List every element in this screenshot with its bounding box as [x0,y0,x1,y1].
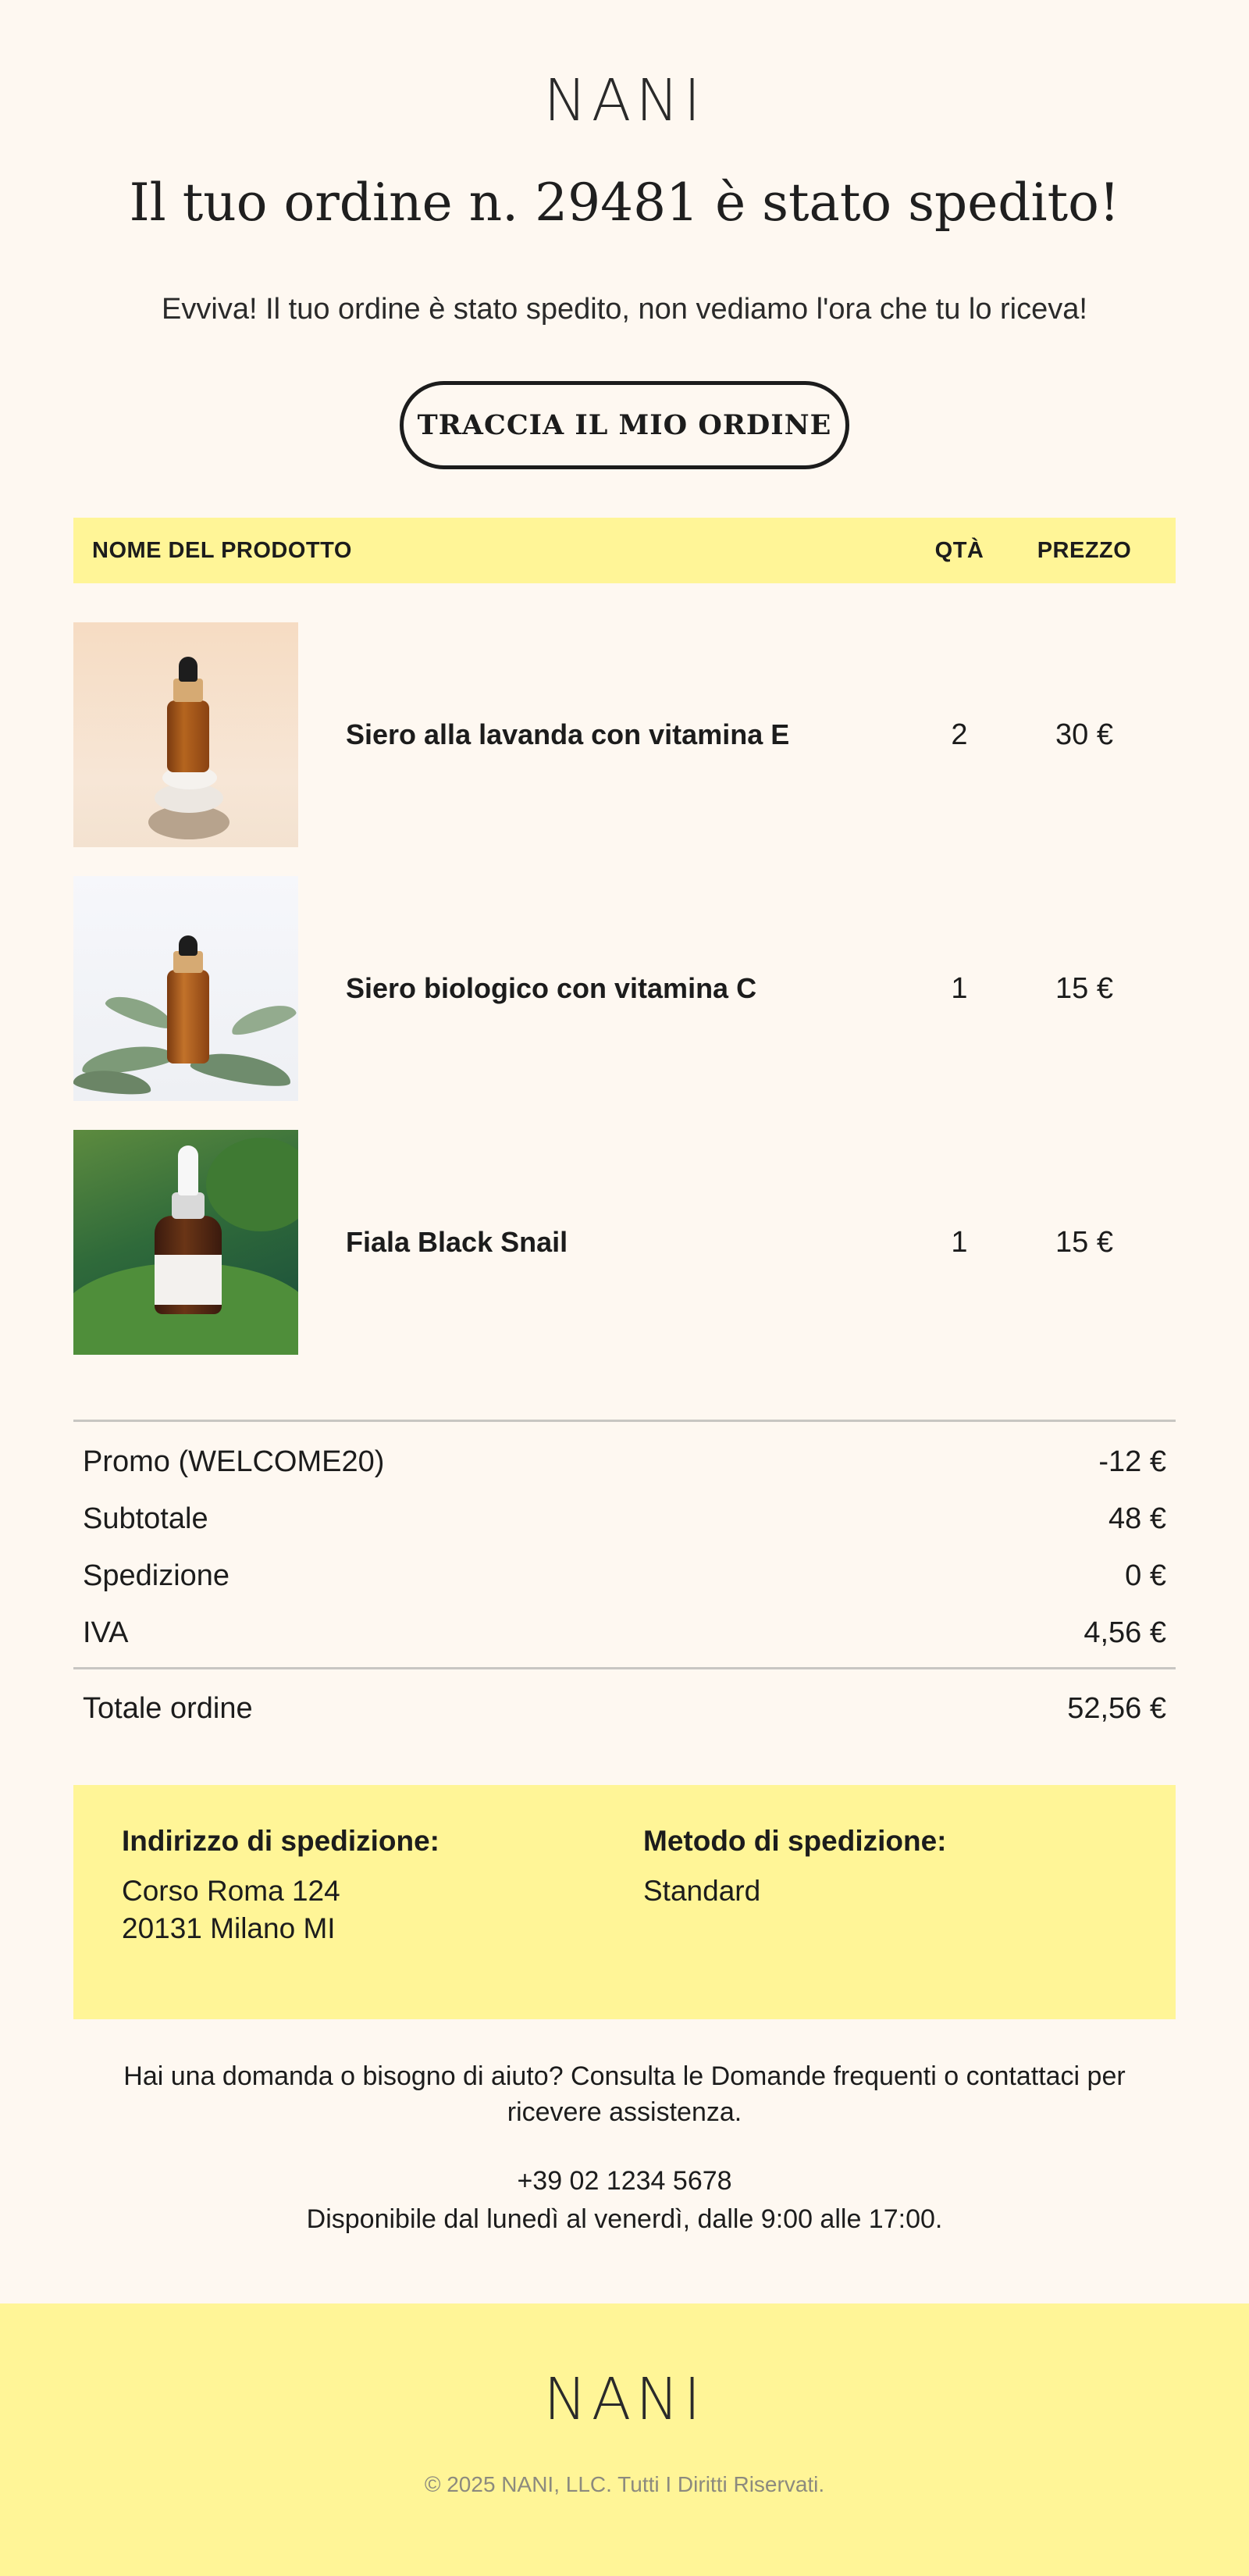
divider [73,1420,1176,1422]
product-name[interactable]: Siero biologico con vitamina C [346,972,757,1004]
support-phone-link[interactable]: +39 02 1234 5678 [517,2166,732,2196]
shipping-info-box [73,1785,1176,2019]
help-text: Hai una domanda o bisogno di aiuto? Consulta le Domande frequenti o contattaci per ricevere assistenza. [123,2061,1126,2127]
column-header-qty: QTÀ [934,538,984,563]
summary-value: 0 € [1125,1559,1166,1592]
summary-value: 4,56 € [1084,1616,1166,1649]
product-qty: 2 [951,718,968,751]
summary-value: 48 € [1108,1502,1166,1535]
summary-subtotal-row [73,1495,1176,1542]
product-image[interactable] [73,876,298,1101]
shipping-address [122,1824,439,1947]
product-price: 15 € [1055,1226,1113,1259]
product-price: 15 € [1055,972,1113,1005]
footer [0,2303,1249,2576]
summary-promo-row [73,1438,1176,1485]
summary-vat-row [73,1609,1176,1656]
product-name[interactable]: Fiala Black Snail [346,1226,568,1258]
footer-logo[interactable]: NANI [543,2366,706,2433]
summary-label: Spedizione [83,1559,230,1592]
support-hours: Disponibile dal lunedì al venerdì, dalle 9:00 alle 17:00. [306,2204,943,2234]
summary-total-row [73,1685,1176,1732]
shipping-method [643,1824,946,1910]
table-row [73,876,1176,1101]
table-row [73,622,1176,847]
summary-shipping-row [73,1552,1176,1599]
divider [73,1667,1176,1669]
table-row [73,1130,1176,1355]
column-header-price: PREZZO [1037,538,1132,563]
product-qty: 1 [951,1226,968,1259]
product-image[interactable] [73,1130,298,1355]
product-image[interactable] [73,622,298,847]
product-price: 30 € [1055,718,1113,751]
track-order-button[interactable]: TRACCIA IL MIO ORDINE [400,381,849,469]
copyright: © 2025 NANI, LLC. Tutti I Diritti Riservati. [424,2472,825,2496]
summary-label: Totale ordine [83,1692,253,1725]
shipping-address-heading: Indirizzo di spedizione: [122,1825,439,1857]
column-header-name: NOME DEL PRODOTTO [92,538,352,563]
summary-label: Promo (WELCOME20) [83,1445,385,1478]
summary-value: -12 € [1098,1445,1166,1478]
shipping-method-value: Standard [643,1875,761,1908]
product-name[interactable]: Siero alla lavanda con vitamina E [346,718,790,750]
shipping-address-line: Corso Roma 124 [122,1875,340,1908]
brand-logo[interactable]: NANI [543,67,706,134]
summary-label: Subtotale [83,1502,208,1535]
page-subtitle: Evviva! Il tuo ordine è stato spedito, non vediamo l'ora che tu lo riceva! [162,293,1087,326]
product-qty: 1 [951,972,968,1005]
page-title: Il tuo ordine n. 29481 è stato spedito! [129,173,1120,233]
product-table-header [73,518,1176,583]
summary-label: IVA [83,1616,129,1649]
shipping-address-line: 20131 Milano MI [122,1912,336,1945]
summary-value: 52,56 € [1067,1692,1166,1725]
shipping-method-heading: Metodo di spedizione: [643,1825,947,1857]
